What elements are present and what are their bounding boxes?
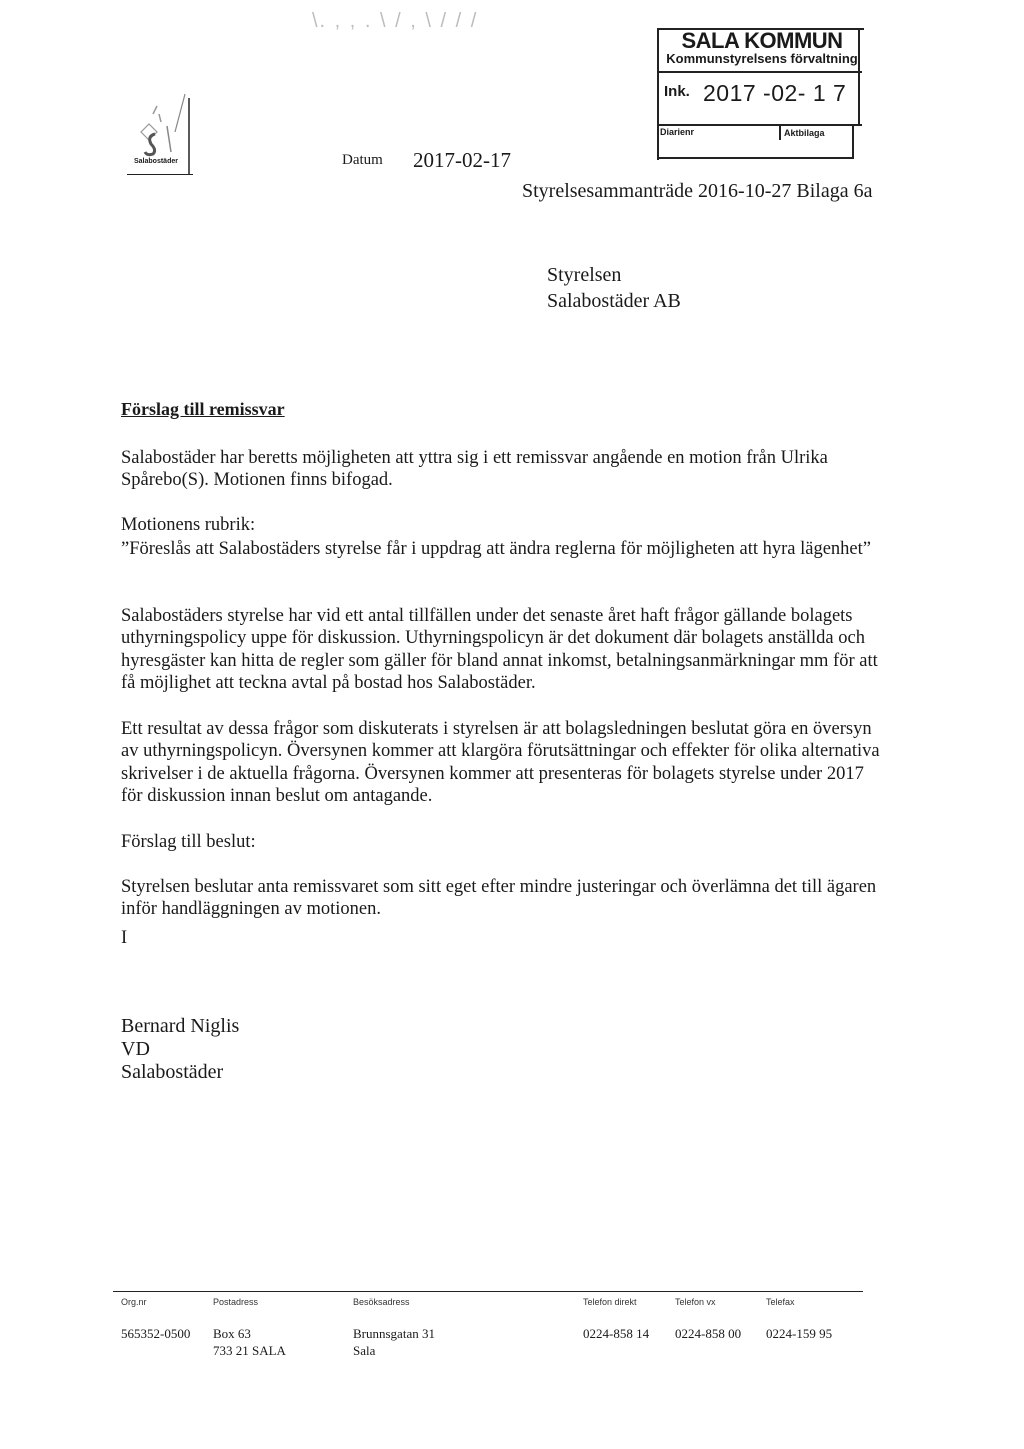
stamp-title: SALA KOMMUN <box>681 28 843 53</box>
stamp-diarie-label: Diarienr <box>660 127 695 137</box>
recipient-line: Salabostäder AB <box>547 290 681 312</box>
decision-label: Förslag till beslut: <box>121 832 256 852</box>
stamp-akt-label: Aktbilaga <box>784 128 825 138</box>
footer-header-orgnr: Org.nr <box>121 1297 147 1307</box>
document-title: Förslag till remissvar <box>121 399 285 419</box>
footer-postadress-line: 733 21 SALA <box>213 1343 286 1358</box>
stamp-divider <box>657 124 862 126</box>
stamp-ink-date: 2017 -02- 1 7 <box>703 80 847 106</box>
footer-header-postadress: Postadress <box>213 1297 259 1307</box>
decision-text: Styrelsen beslutar anta remissvaret som sitt eget efter mindre justeringar och överlämna det till ägaren inför handläggningen av motionen. <box>121 877 877 920</box>
paragraph: Salabostäders styrelse har vid ett antal tillfällen under det senaste året haft frågor gällande bolagets uthyrningspolicy uppe för diskussion. Uthyrningspolicyn är det dokument där bolagets anställda och hyresgäster kan hitta de regler som gäller för bland annat inkomst, betalningsanmärkningar mm för att få möjlighet att teckna avtal på bostad hos Salabostäder. <box>121 606 878 694</box>
footer-besoksadress-line: Sala <box>353 1343 376 1358</box>
stamp-border <box>858 28 860 126</box>
meeting-reference: Styrelsesammanträde 2016-10-27 Bilaga 6a <box>522 180 873 202</box>
recipient-line: Styrelsen <box>547 264 622 286</box>
footer-tel-vx: 0224-858 00 <box>675 1326 742 1341</box>
stamp-divider <box>657 71 862 73</box>
footer-postadress <box>213 1325 286 1359</box>
recipient-block <box>547 262 681 314</box>
signer-title: VD <box>121 1038 150 1060</box>
paragraph: Salabostäder har beretts möjligheten att yttra sig i ett remissvar angående en motion från Ulrika Spårebo(S). Motionen finns bifogad. <box>121 448 828 491</box>
stamp-border <box>657 157 852 159</box>
scan-artifact-text: \. , , . \ / , \ / / / <box>312 10 479 32</box>
motion-rubric-label: Motionens rubrik: <box>121 515 256 535</box>
footer-divider <box>113 1291 863 1292</box>
signer-company: Salabostäder <box>121 1061 224 1083</box>
footer-header-besoksadress: Besöksadress <box>353 1297 410 1307</box>
date-label: Datum <box>342 152 383 168</box>
stray-mark: I <box>121 928 128 948</box>
stamp-border <box>852 124 854 159</box>
footer-header-telefax: Telefax <box>766 1297 795 1307</box>
stamp-subtitle: Kommunstyrelsens förvaltning <box>666 51 858 66</box>
stamp-ink-label: Ink. <box>664 83 690 100</box>
footer-telefax: 0224-159 95 <box>766 1326 833 1341</box>
stamp-divider <box>779 124 781 140</box>
date-value: 2017-02-17 <box>413 148 511 172</box>
footer-orgnr: 565352-0500 <box>121 1326 191 1341</box>
motion-rubric-quote: ”Föreslås att Salabostäders styrelse får i uppdrag att ändra reglerna för möjligheten att hyra lägenhet” <box>121 539 871 559</box>
signature-block <box>121 1015 239 1084</box>
logo-caption: Salabostäder <box>134 158 178 165</box>
footer-postadress-line: Box 63 <box>213 1326 251 1341</box>
signer-name: Bernard Niglis <box>121 1015 240 1037</box>
paragraph: Ett resultat av dessa frågor som diskuterats i styrelsen är att bolagsledningen beslutat göra en översyn av uthyrningspolicyn. Översynen kommer att klargöra förutsättningar och effekter för olika alternativa skrivelser i de aktuella frågorna. Översynen kommer att presenteras för bolagets styrelse under 2017 för diskussion innan beslut om antagande. <box>121 719 880 807</box>
footer-tel-direkt: 0224-858 14 <box>583 1326 650 1341</box>
footer-header-tel-vx: Telefon vx <box>675 1297 716 1307</box>
footer-header-tel-direkt: Telefon direkt <box>583 1297 637 1307</box>
footer-besoksadress <box>353 1325 435 1359</box>
footer-besoksadress-line: Brunnsgatan 31 <box>353 1326 435 1341</box>
logo-divider <box>127 174 193 175</box>
